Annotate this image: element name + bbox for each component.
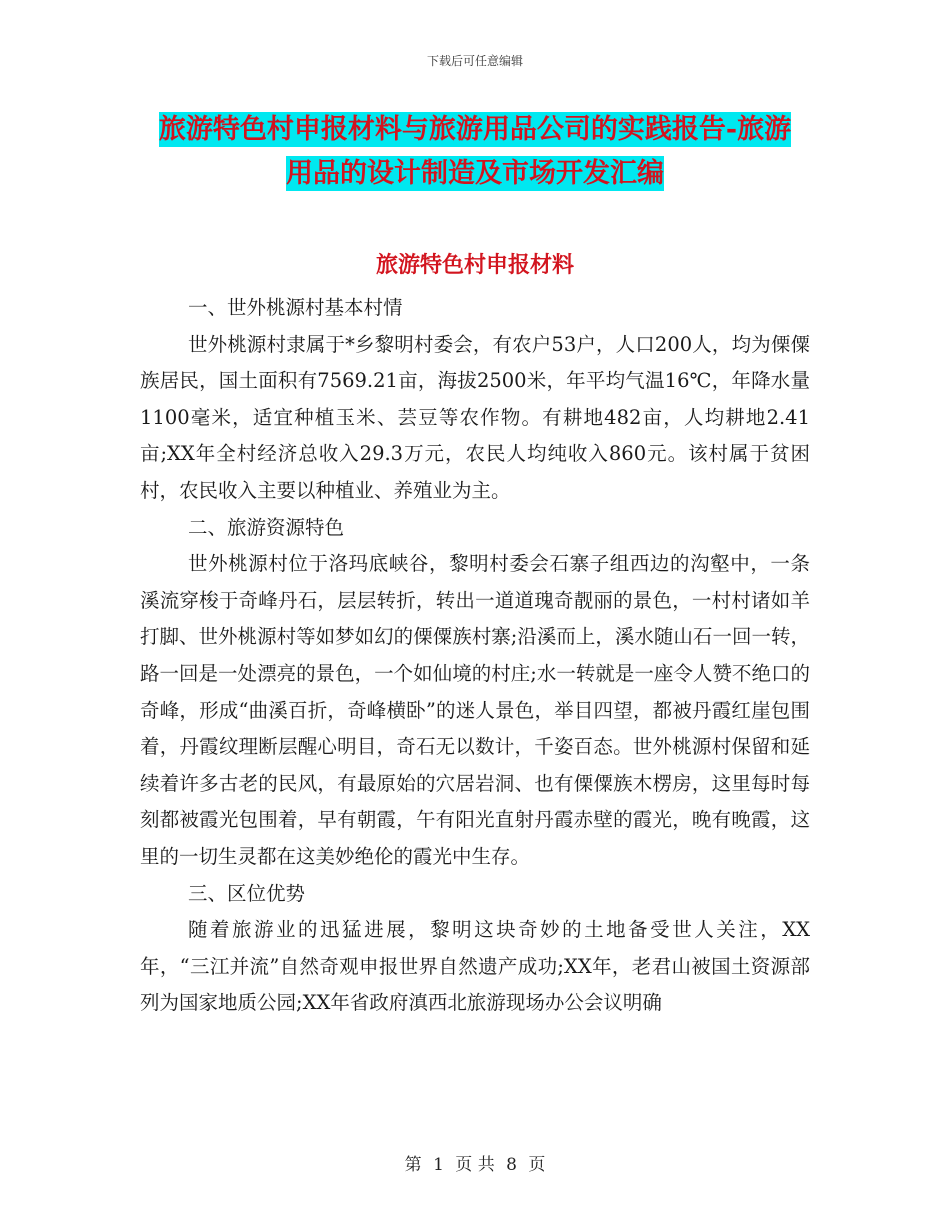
paragraph-tourism-resources: 世外桃源村位于洛玛底峡谷，黎明村委会石寨子组西边的沟壑中，一条溪流穿梭于奇峰丹石，层层转折，转出一道道瑰奇靓丽的景色，一村村诸如羊打脚、世外桃源村等如梦如幻的傈僳族村寨;沿溪而上，溪水随山石一回一转，路一回是一处漂亮的景色，一个如仙境的村庄;水一转就是一座令人赞不绝口的奇峰，形成“曲溪百折，奇峰横卧”的迷人景色，举目四望，都被丹霞红崖包围着，丹霞纹理断层醒心明目，奇石无以数计，千姿百态。世外桃源村保留和延续着许多古老的民风，有最原始的穴居岩洞、也有傈僳族木楞房，这里每时每刻都被霞光包围着，早有朝霞，午有阳光直射丹霞赤壁的霞光，晚有晚霞，这里的一切生灵都在这美妙绝伦的霞光中生存。 [140,552,810,868]
footer-page-number: 1 [433,1155,444,1175]
paragraph-basic-info: 世外桃源村隶属于*乡黎明村委会，有农户53户，人口200人，均为傈僳族居民，国土面积有7569.21亩，海拔2500米，年平均气温16℃，年降水量1100毫米，适宜种植玉米、芸豆等农作物。有耕地482亩，人均耕地2.41亩;XX年全村经济总收入29.3万元，农民人均纯收入860元。该村属于贫困村，农民收入主要以种植业、养殖业为主。 [140,332,810,502]
footer-label-post: 页 [528,1155,546,1175]
heading-tourism-resources: 二、旅游资源特色 [188,515,345,539]
footer-total-pages: 8 [506,1155,517,1175]
page-footer [0,1150,950,1175]
heading-location-advantage: 三、区位优势 [188,881,306,905]
document-title-line-1: 旅游特色村申报材料与旅游用品公司的实践报告-旅游 [158,114,792,145]
header-note: 下载后可任意编辑 [426,54,523,68]
heading-basic-info: 一、世外桃源村基本村情 [188,296,403,319]
footer-label-mid: 页 共 [455,1155,495,1175]
document-title-line-2: 用品的设计制造及市场开发汇编 [286,158,664,189]
footer-label-pre: 第 [404,1155,422,1175]
paragraph-location-advantage: 随着旅游业的迅猛进展，黎明这块奇妙的土地备受世人关注，XX年，“三江并流”自然奇观申报世界自然遗产成功;XX年，老君山被国土资源部列为国家地质公园;XX年省政府滇西北旅游现场办公会议明确 [140,918,810,1015]
body-text [140,290,810,1022]
section-title: 旅游特色村申报材料 [375,252,574,278]
document-title [140,108,810,196]
